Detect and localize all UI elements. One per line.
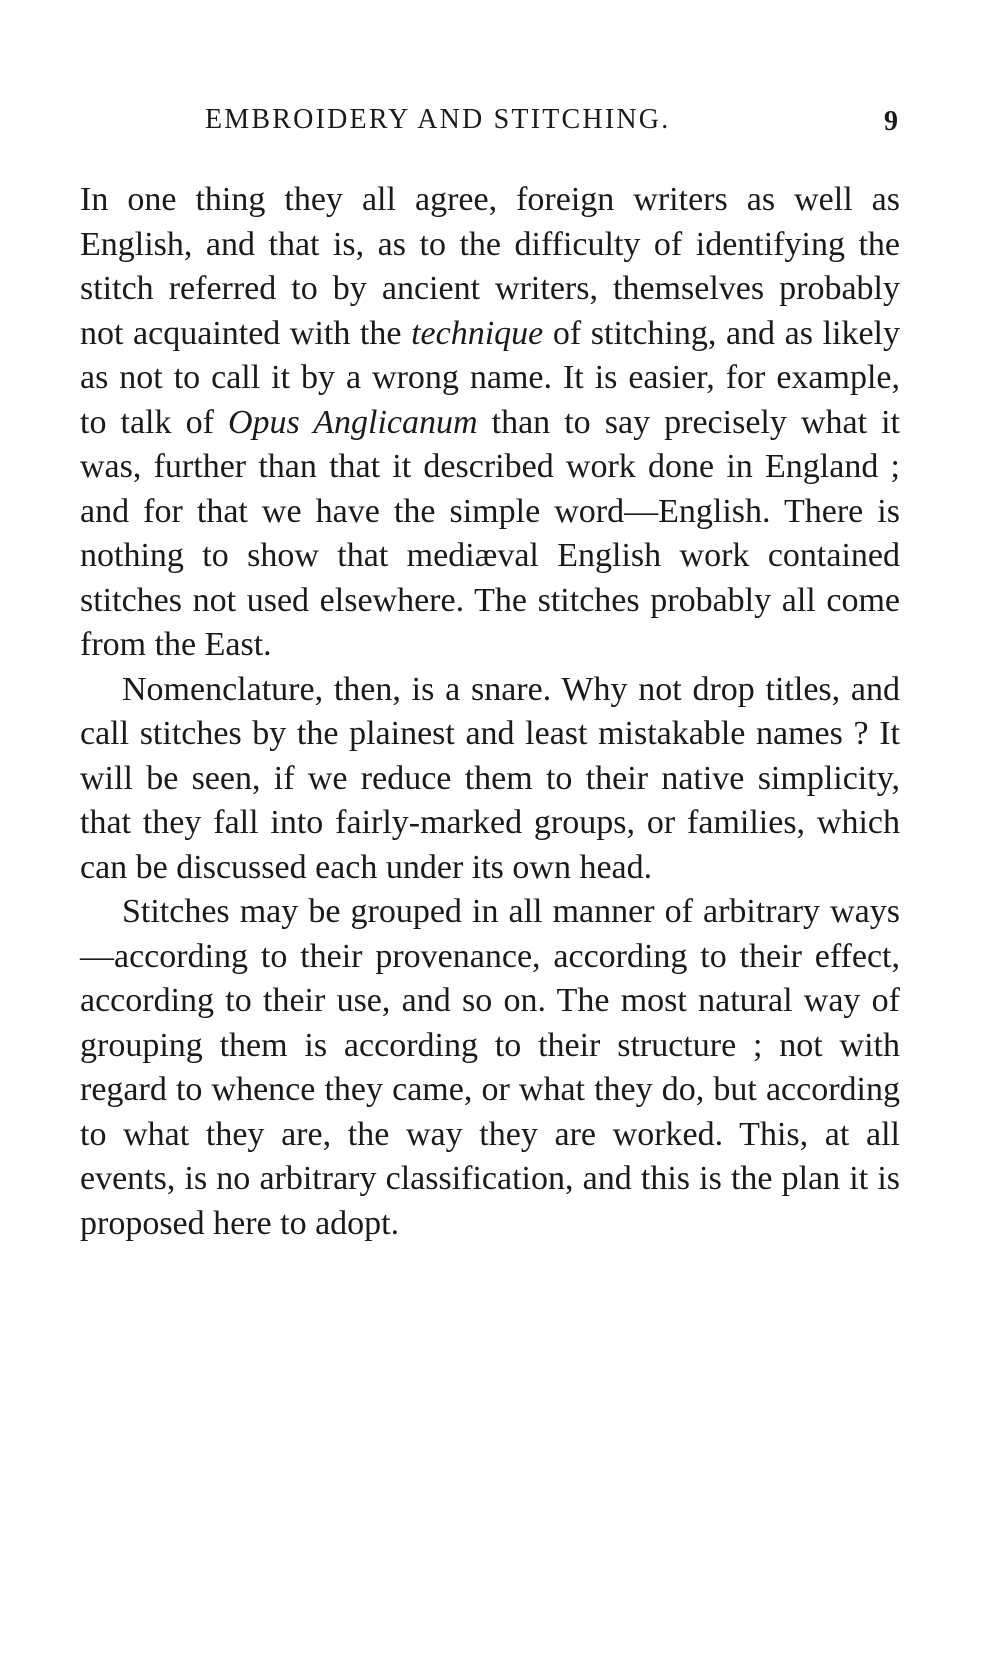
paragraph-3-segment: Stitches may be grouped in all manner of arbitrary ways—according to their provenance, according to their effect, according to their use, and so on. The most natural way of grouping them is according to their structure ; not with regard to whence they came, or what they do, but according to what they are, the way they are worked. This, at all events, is no arbitrary classification, and this is the plan it is proposed here to adopt. bbox=[80, 893, 900, 1242]
paragraph-1-segment: In one thing they all agree, foreign writers as well as English, and that is, as to the difficulty of identifying the stitch referred to by ancient writers, themselves probably not acquainted with the bbox=[80, 181, 900, 352]
running-header bbox=[0, 104, 1000, 144]
paragraph-3 bbox=[80, 890, 900, 1246]
page-number: 9 bbox=[884, 106, 898, 137]
paragraph-1-segment: of stitching, and as likely as not to call it by a wrong name. It is easier, for example, to talk of bbox=[80, 314, 900, 441]
body-text bbox=[80, 178, 900, 1246]
running-title: EMBROIDERY AND STITCHING. bbox=[205, 104, 671, 135]
paragraph-1-italic-opus-anglicanum: Opus Anglicanum bbox=[227, 403, 478, 441]
paragraph-1-italic-technique: technique bbox=[411, 314, 544, 352]
paragraph-1-segment: than to say precisely what it was, further than that it described work done in England ; and for that we have the simple word—English. There is nothing to show that mediæval English work contained stitches not used elsewhere. The stitches probably all come from the East. bbox=[80, 403, 900, 663]
paragraph-1 bbox=[80, 178, 900, 668]
paragraph-2 bbox=[80, 668, 900, 891]
paragraph-2-segment: Nomenclature, then, is a snare. Why not drop titles, and call stitches by the plainest and least mistakable names ? It will be seen, if we reduce them to their native simplicity, that they fall into fairly-marked groups, or families, which can be discussed each under its own head. bbox=[80, 670, 900, 886]
